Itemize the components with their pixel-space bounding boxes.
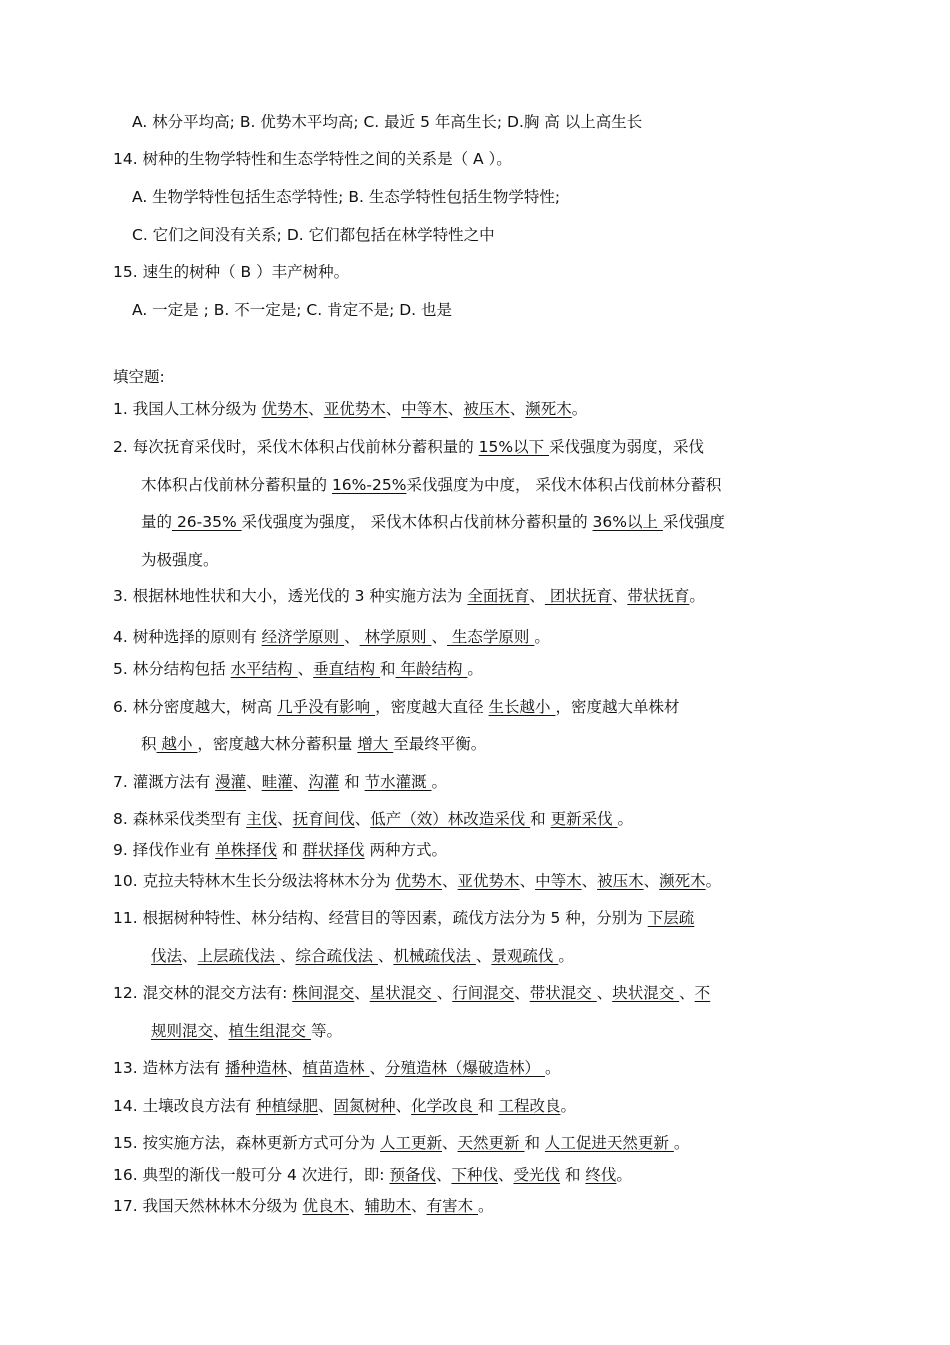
question-text: 16. 典型的渐伐一般可分 4 次进行，即: xyxy=(113,1166,390,1184)
text-line xyxy=(113,697,679,717)
question-text: 量的 xyxy=(141,513,173,531)
answer-blank: 垂直结构 xyxy=(313,660,381,678)
question-text: 和 xyxy=(380,660,396,678)
question-text: 、 xyxy=(279,947,296,965)
question-text: A. 林分平均高; B. 优势木平均高; C. 最近 5 年高生长; D.胸 高 以上高生长 xyxy=(132,113,643,131)
text-line xyxy=(113,1058,560,1078)
answer-blank: 几乎没有影响 xyxy=(277,698,376,716)
question-text: 12. 混交林的混交方法有: xyxy=(113,984,293,1002)
answer-blank: 块状混交 xyxy=(612,984,680,1002)
answer-blank: 带状抚育 xyxy=(627,587,690,605)
answer-blank: 下层疏 xyxy=(647,909,695,927)
answer-blank: 低产（效）林改造采伐 xyxy=(370,810,531,828)
question-text: 和 xyxy=(478,1097,499,1115)
answer-blank: 濒死木 xyxy=(525,400,572,418)
question-text: 、 xyxy=(182,947,198,965)
question-text: 、 xyxy=(354,984,370,1002)
answer-blank: 生长越小 xyxy=(488,698,556,716)
text-line xyxy=(141,734,486,754)
text-line xyxy=(113,809,633,829)
answer-blank: 伐法 xyxy=(151,947,183,965)
answer-blank: 亚优势木 xyxy=(323,400,386,418)
answer-blank: 群状择伐 xyxy=(302,841,365,859)
answer-blank: 上层疏伐法 xyxy=(197,947,280,965)
text-line xyxy=(113,437,704,457)
question-text: 填空题: xyxy=(113,368,165,386)
answer-blank: 越小 xyxy=(156,735,198,753)
question-text: 、 xyxy=(277,810,293,828)
question-text: 和 xyxy=(560,1166,586,1184)
answer-blank: 抚育间伐 xyxy=(292,810,355,828)
question-text: 。 xyxy=(467,660,483,678)
question-text: 13. 造林方法有 xyxy=(113,1059,226,1077)
answer-blank: 播种造林 xyxy=(225,1059,288,1077)
question-text: 。 xyxy=(705,872,722,890)
question-text: 采伐强度为强度， 采伐木体积占伐前林分蓄积量的 xyxy=(241,513,593,531)
question-text: 8. 森林采伐类型有 xyxy=(113,810,247,828)
answer-blank: 辅助木 xyxy=(364,1197,412,1215)
question-text: 等。 xyxy=(310,1022,342,1040)
text-line xyxy=(113,908,694,928)
question-text: ，密度越大直径 xyxy=(375,698,489,716)
answer-blank: 中等木 xyxy=(535,872,582,890)
question-text: 7. 灌溉方法有 xyxy=(113,773,216,791)
answer-blank: 26-35% xyxy=(172,513,242,531)
question-text: 、 xyxy=(611,587,628,605)
question-text: 为极强度。 xyxy=(141,551,219,569)
answer-blank: 植苗造林 xyxy=(302,1059,370,1077)
question-text: 、 xyxy=(287,1059,303,1077)
text-line xyxy=(132,112,642,132)
question-text: 11. 根据树种特性、林分结构、经营目的等因素，疏伐方法分为 5 种，分别为 xyxy=(113,909,648,927)
answer-blank: 沟灌 xyxy=(308,773,340,791)
answer-blank: 天然更新 xyxy=(457,1134,525,1152)
question-text: 、 xyxy=(354,810,371,828)
text-line xyxy=(113,871,721,891)
question-text: 两种方式。 xyxy=(364,841,447,859)
question-text: 、 xyxy=(377,947,394,965)
question-text: 采伐强度 xyxy=(662,513,725,531)
question-text: 、 xyxy=(308,400,324,418)
answer-blank: 株间混交 xyxy=(292,984,355,1002)
answer-blank: 濒死木 xyxy=(659,872,706,890)
answer-blank: 被压木 xyxy=(597,872,644,890)
text-line xyxy=(113,262,349,282)
text-line xyxy=(113,1096,576,1116)
answer-blank: 畦灌 xyxy=(261,773,293,791)
answer-blank: 综合疏伐法 xyxy=(295,947,378,965)
answer-blank: 生态学原则 xyxy=(446,628,535,646)
question-text: 15. 按实施方法，森林更新方式可分为 xyxy=(113,1134,381,1152)
question-text: 、 xyxy=(442,872,458,890)
question-text: 、 xyxy=(411,1197,427,1215)
question-text: 采伐强度为中度， 采伐木体积占伐前林分蓄积 xyxy=(406,476,722,494)
question-text: 、 xyxy=(246,773,262,791)
text-line xyxy=(151,946,574,966)
question-text: 、 xyxy=(213,1022,229,1040)
text-line xyxy=(141,550,219,570)
answer-blank: 终伐 xyxy=(585,1166,617,1184)
question-text: 17. 我国天然林林木分级为 xyxy=(113,1197,303,1215)
text-line xyxy=(141,512,725,532)
question-text: 木体积占伐前林分蓄积量的 xyxy=(141,476,332,494)
answer-blank: 16%-25% xyxy=(331,476,407,494)
text-line xyxy=(113,983,710,1003)
text-line xyxy=(132,225,495,245)
answer-blank: 增大 xyxy=(357,735,394,753)
text-line xyxy=(113,627,550,647)
answer-blank: 工程改良 xyxy=(498,1097,561,1115)
question-text: 。 xyxy=(534,628,550,646)
question-text: 。 xyxy=(673,1134,690,1152)
text-line xyxy=(113,772,447,792)
text-line xyxy=(113,149,512,169)
question-text: 、 xyxy=(344,628,360,646)
answer-blank: 植生组混交 xyxy=(228,1022,311,1040)
answer-blank: 36%以上 xyxy=(592,513,663,531)
answer-blank: 经济学原则 xyxy=(261,628,345,646)
question-text: 4. 树种选择的原则有 xyxy=(113,628,262,646)
question-text: 。 xyxy=(544,1059,561,1077)
answer-blank: 化学改良 xyxy=(411,1097,479,1115)
answer-blank: 单株择伐 xyxy=(215,841,278,859)
question-text: 、 xyxy=(442,1134,458,1152)
answer-blank: 年龄结构 xyxy=(395,660,468,678)
question-text: 、 xyxy=(318,1097,334,1115)
answer-blank: 节水灌溉 xyxy=(364,773,432,791)
question-text: 和 xyxy=(524,1134,545,1152)
question-text: 3. 根据林地性状和大小，透光伐的 3 种实施方法为 xyxy=(113,587,468,605)
question-text: 至最终平衡。 xyxy=(393,735,487,753)
question-text: 、 xyxy=(297,660,314,678)
question-text: 14. 土壤改良方法有 xyxy=(113,1097,257,1115)
answer-blank: 不 xyxy=(694,984,711,1002)
answer-blank: 人工促进天然更新 xyxy=(544,1134,674,1152)
question-text: A. 生物学特性包括生态学特性; B. 生态学特性包括生物学特性; xyxy=(132,188,561,206)
question-text: 。 xyxy=(558,947,574,965)
question-text: 、 xyxy=(435,1166,452,1184)
question-text: 。 xyxy=(431,773,448,791)
answer-blank: 亚优势木 xyxy=(457,872,520,890)
question-text: 和 xyxy=(530,810,551,828)
question-text: 9. 择伐作业有 xyxy=(113,841,216,859)
question-text: 14. 树种的生物学特性和生态学特性之间的关系是（ A ）。 xyxy=(113,150,512,168)
answer-blank: 优势木 xyxy=(261,400,309,418)
text-line xyxy=(113,399,587,419)
question-text: 2. 每次抚育采伐时，采伐木体积占伐前林分蓄积量的 xyxy=(113,438,479,456)
question-text: 。 xyxy=(560,1097,576,1115)
text-line xyxy=(113,1165,632,1185)
answer-blank: 中等木 xyxy=(401,400,448,418)
question-text: 。 xyxy=(571,400,588,418)
question-text: 。 xyxy=(478,1197,494,1215)
question-text: 、 xyxy=(475,947,492,965)
question-text: 积 xyxy=(141,735,157,753)
question-text: 、 xyxy=(349,1197,365,1215)
answer-blank: 更新采伐 xyxy=(550,810,618,828)
question-text: 、 xyxy=(369,1059,385,1077)
answer-blank: 规则混交 xyxy=(151,1022,214,1040)
question-text: 采伐强度为弱度，采伐 xyxy=(549,438,705,456)
answer-blank: 分殖造林（爆破造林） xyxy=(385,1059,545,1077)
answer-blank: 漫灌 xyxy=(215,773,247,791)
answer-blank: 水平结构 xyxy=(230,660,298,678)
text-line xyxy=(113,1196,494,1216)
question-text: 、 xyxy=(529,587,545,605)
question-text: 和 xyxy=(277,841,303,859)
question-text: C. 它们之间没有关系; D. 它们都包括在林学特性之中 xyxy=(132,226,495,244)
answer-blank: 固氮树种 xyxy=(333,1097,396,1115)
answer-blank: 有害木 xyxy=(426,1197,479,1215)
text-line xyxy=(113,586,705,606)
text-line xyxy=(113,367,165,387)
question-text: 、 xyxy=(596,984,613,1002)
question-text: ，密度越大单株材 xyxy=(555,698,680,716)
question-text: 、 xyxy=(514,984,530,1002)
question-text: 5. 林分结构包括 xyxy=(113,660,231,678)
answer-blank: 带状混交 xyxy=(529,984,597,1002)
question-text: 、 xyxy=(292,773,309,791)
answer-blank: 受光伐 xyxy=(513,1166,561,1184)
answer-blank: 种植绿肥 xyxy=(256,1097,319,1115)
answer-blank: 优良木 xyxy=(302,1197,350,1215)
text-line xyxy=(141,475,721,495)
question-text: 6. 林分密度越大，树高 xyxy=(113,698,278,716)
answer-blank: 人工更新 xyxy=(380,1134,443,1152)
answer-blank: 团状抚育 xyxy=(544,587,612,605)
question-text: 1. 我国人工林分级为 xyxy=(113,400,262,418)
text-line xyxy=(151,1021,342,1041)
question-text: 和 xyxy=(339,773,365,791)
text-line xyxy=(132,300,452,320)
question-text: ，密度越大林分蓄积量 xyxy=(197,735,358,753)
answer-blank: 景观疏伐 xyxy=(491,947,559,965)
text-line xyxy=(113,1133,689,1153)
question-text: 、 xyxy=(509,400,526,418)
question-text: 15. 速生的树种（ B ）丰产树种。 xyxy=(113,263,350,281)
answer-blank: 下种伐 xyxy=(451,1166,498,1184)
answer-blank: 行间混交 xyxy=(452,984,515,1002)
question-text: A. 一定是 ; B. 不一定是; C. 肯定不是; D. 也是 xyxy=(132,301,453,319)
answer-blank: 机械疏伐法 xyxy=(393,947,476,965)
question-text: 、 xyxy=(643,872,660,890)
text-line xyxy=(113,659,483,679)
question-text: 、 xyxy=(679,984,695,1002)
answer-blank: 主伐 xyxy=(246,810,278,828)
answer-blank: 优势木 xyxy=(395,872,443,890)
question-text: 。 xyxy=(617,810,634,828)
answer-blank: 预备伐 xyxy=(389,1166,436,1184)
answer-blank: 星状混交 xyxy=(369,984,437,1002)
answer-blank: 被压木 xyxy=(463,400,510,418)
answer-blank: 林学原则 xyxy=(359,628,432,646)
question-text: 、 xyxy=(581,872,598,890)
question-text: 、 xyxy=(395,1097,412,1115)
text-line xyxy=(113,840,447,860)
question-text: 、 xyxy=(385,400,402,418)
text-line xyxy=(132,187,560,207)
question-text: 、 xyxy=(519,872,536,890)
question-text: 10. 克拉夫特林木生长分级法将林木分为 xyxy=(113,872,396,890)
answer-blank: 15%以下 xyxy=(478,438,550,456)
question-text: 、 xyxy=(431,628,447,646)
question-text: 、 xyxy=(436,984,453,1002)
question-text: 。 xyxy=(689,587,705,605)
question-text: 、 xyxy=(447,400,464,418)
answer-blank: 全面抚育 xyxy=(467,587,530,605)
question-text: 、 xyxy=(498,1166,514,1184)
question-text: 。 xyxy=(616,1166,632,1184)
